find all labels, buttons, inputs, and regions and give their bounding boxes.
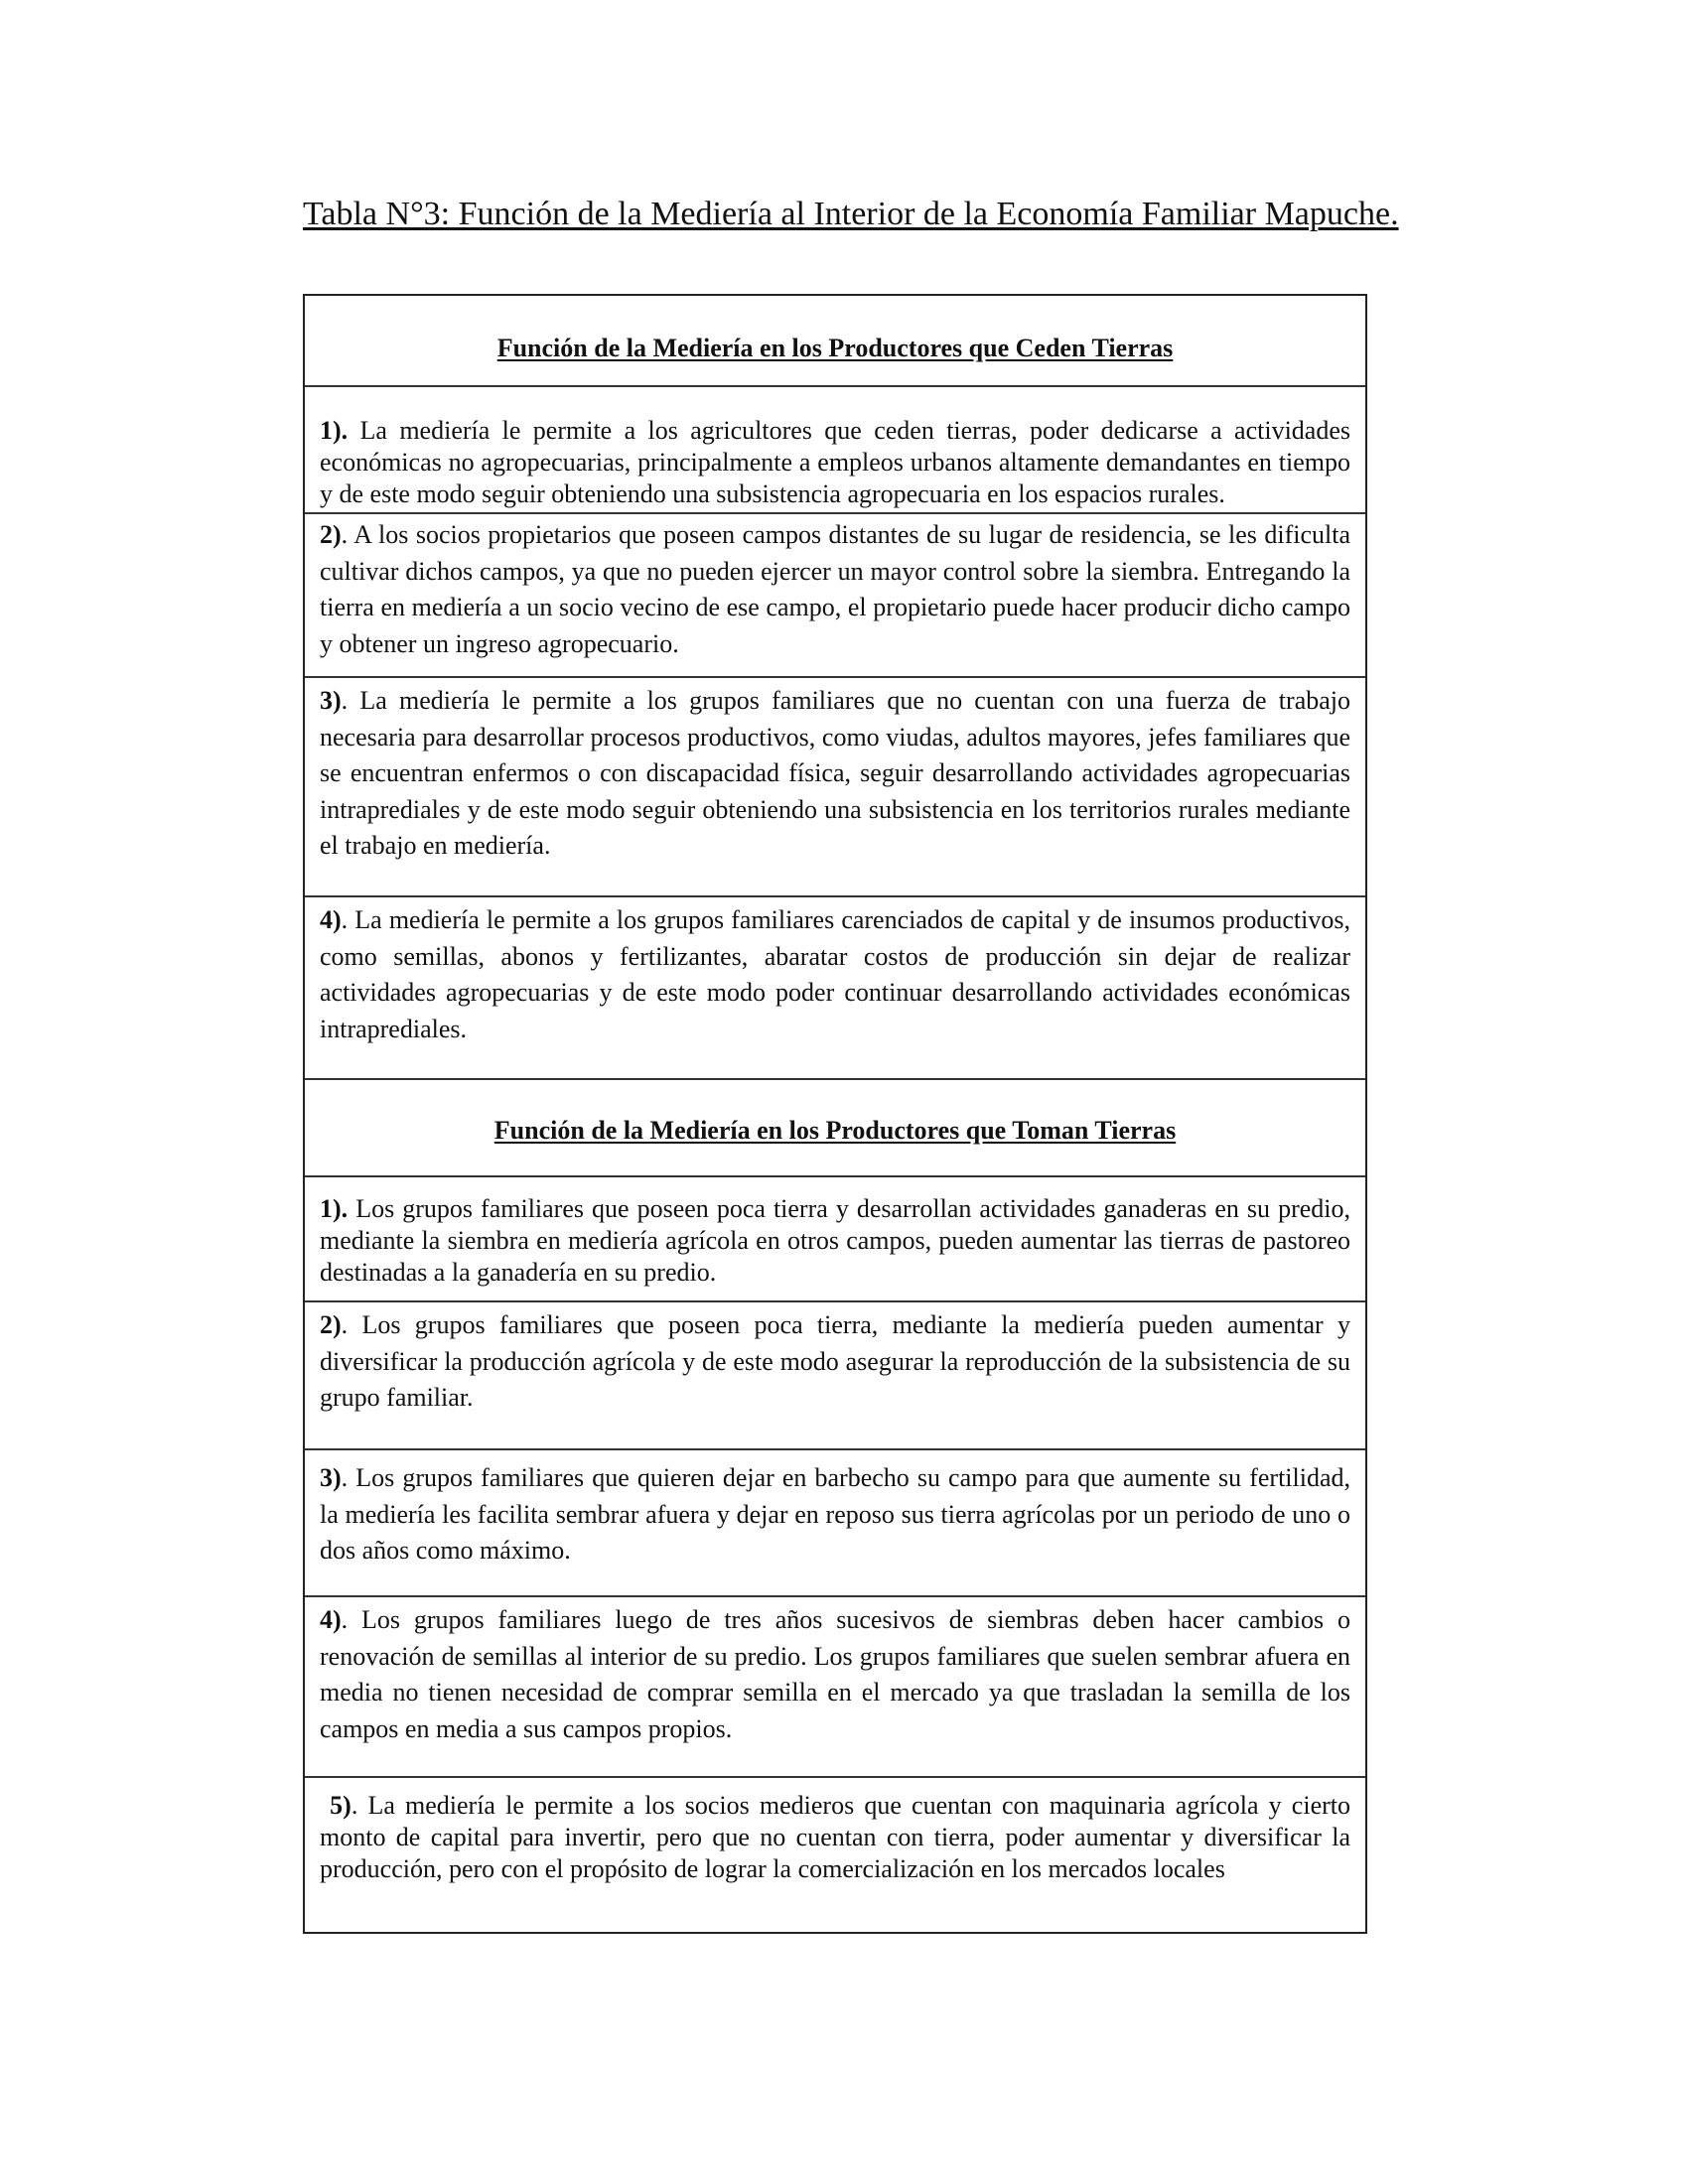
item-number: 2) bbox=[320, 1310, 342, 1339]
page-title: Tabla N°3: Función de la Mediería al Interior de la Economía Familiar Mapuche. bbox=[303, 196, 1399, 232]
table-cell bbox=[320, 1790, 1350, 1885]
item-number: 3) bbox=[320, 686, 342, 715]
item-text: Los grupos familiares que poseen poca tierra y desarrollan actividades ganaderas en su predio, mediante la siembra en mediería agrícola en otros campos, pueden aumentar las tierras de pastoreo destinadas a la ganadería en su predio. bbox=[320, 1194, 1350, 1287]
table-row bbox=[305, 897, 1365, 1080]
table-cell bbox=[320, 1193, 1350, 1289]
table-row bbox=[305, 1302, 1365, 1450]
table-row bbox=[305, 1177, 1365, 1302]
section-heading: Función de la Mediería en los Productores que Ceden Tierras bbox=[496, 334, 1174, 362]
item-text: . La mediería le permite a los grupos familiares carenciados de capital y de insumos productivos, como semillas, abonos y fertilizantes, abaratar costos de producción sin dejar de realizar actividades agropecuarias y de este modo poder continuar desarrollando actividades económicas intraprediales. bbox=[320, 905, 1350, 1043]
section-header-ceden bbox=[305, 296, 1365, 387]
item-text: . La mediería le permite a los socios medieros que cuentan con maquinaria agrícola y cierto monto de capital para invertir, pero que no cuentan con tierra, poder aumentar y diversificar la producción, pero con el propósito de lograr la comercialización en los mercados locales bbox=[320, 1791, 1350, 1883]
table-cell bbox=[320, 683, 1350, 865]
table-cell bbox=[320, 415, 1350, 510]
item-number: 3) bbox=[320, 1463, 342, 1492]
section-heading: Función de la Mediería en los Productores que Toman Tierras bbox=[493, 1116, 1177, 1145]
item-text: . Los grupos familiares luego de tres años sucesivos de siembras deben hacer cambios o renovación de semillas al interior de su predio. Los grupos familiares que suelen sembrar afuera en media no tienen necesidad de comprar semilla en el mercado ya que trasladan la semilla de los campos en media a sus campos propios. bbox=[320, 1605, 1350, 1743]
item-number: 5) bbox=[320, 1791, 352, 1820]
section-header-toman bbox=[305, 1080, 1365, 1177]
item-number: 4) bbox=[320, 1605, 342, 1634]
item-text: . La mediería le permite a los grupos familiares que no cuentan con una fuerza de trabajo necesaria para desarrollar procesos productivos, como viudas, adultos mayores, jefes familiares que se encuentran enfermos o con discapacidad física, seguir desarrollando actividades agropecuarias intraprediales y de este modo seguir obteniendo una subsistencia en los territorios rurales mediante el trabajo en mediería. bbox=[320, 686, 1350, 860]
item-text: . A los socios propietarios que poseen campos distantes de su lugar de residencia, se les dificulta cultivar dichos campos, ya que no pueden ejercer un mayor control sobre la siembra. Entregando la tierra en mediería a un socio vecino de ese campo, el propietario puede hacer producir dicho campo y obtener un ingreso agropecuario. bbox=[320, 520, 1350, 658]
table-cell bbox=[320, 517, 1350, 662]
item-text: La mediería le permite a los agricultores que ceden tierras, poder dedicarse a actividades económicas no agropecuarias, principalmente a empleos urbanos altamente demandantes en tiempo y de este modo seguir obteniendo una subsistencia agropecuaria en los espacios rurales. bbox=[320, 416, 1350, 508]
item-text: . Los grupos familiares que quieren dejar en barbecho su campo para que aumente su fertilidad, la mediería les facilita sembrar afuera y dejar en reposo sus tierra agrícolas por un periodo de uno o dos años como máximo. bbox=[320, 1463, 1350, 1565]
table-cell bbox=[320, 902, 1350, 1047]
table-row bbox=[305, 1778, 1365, 1934]
item-number: 1). bbox=[320, 1194, 349, 1223]
table-row bbox=[305, 514, 1365, 678]
table-row bbox=[305, 1597, 1365, 1778]
table-cell bbox=[320, 1460, 1350, 1570]
table-cell bbox=[320, 1307, 1350, 1417]
table-row bbox=[305, 387, 1365, 514]
table-row bbox=[305, 678, 1365, 897]
table-cell bbox=[320, 1602, 1350, 1747]
medieria-table bbox=[303, 294, 1367, 1934]
table-row bbox=[305, 1450, 1365, 1597]
item-number: 1). bbox=[320, 416, 349, 445]
item-number: 2) bbox=[320, 520, 342, 549]
item-text: . Los grupos familiares que poseen poca tierra, mediante la mediería pueden aumentar y diversificar la producción agrícola y de este modo asegurar la reproducción de la subsistencia de su grupo familiar. bbox=[320, 1310, 1350, 1412]
item-number: 4) bbox=[320, 905, 342, 934]
